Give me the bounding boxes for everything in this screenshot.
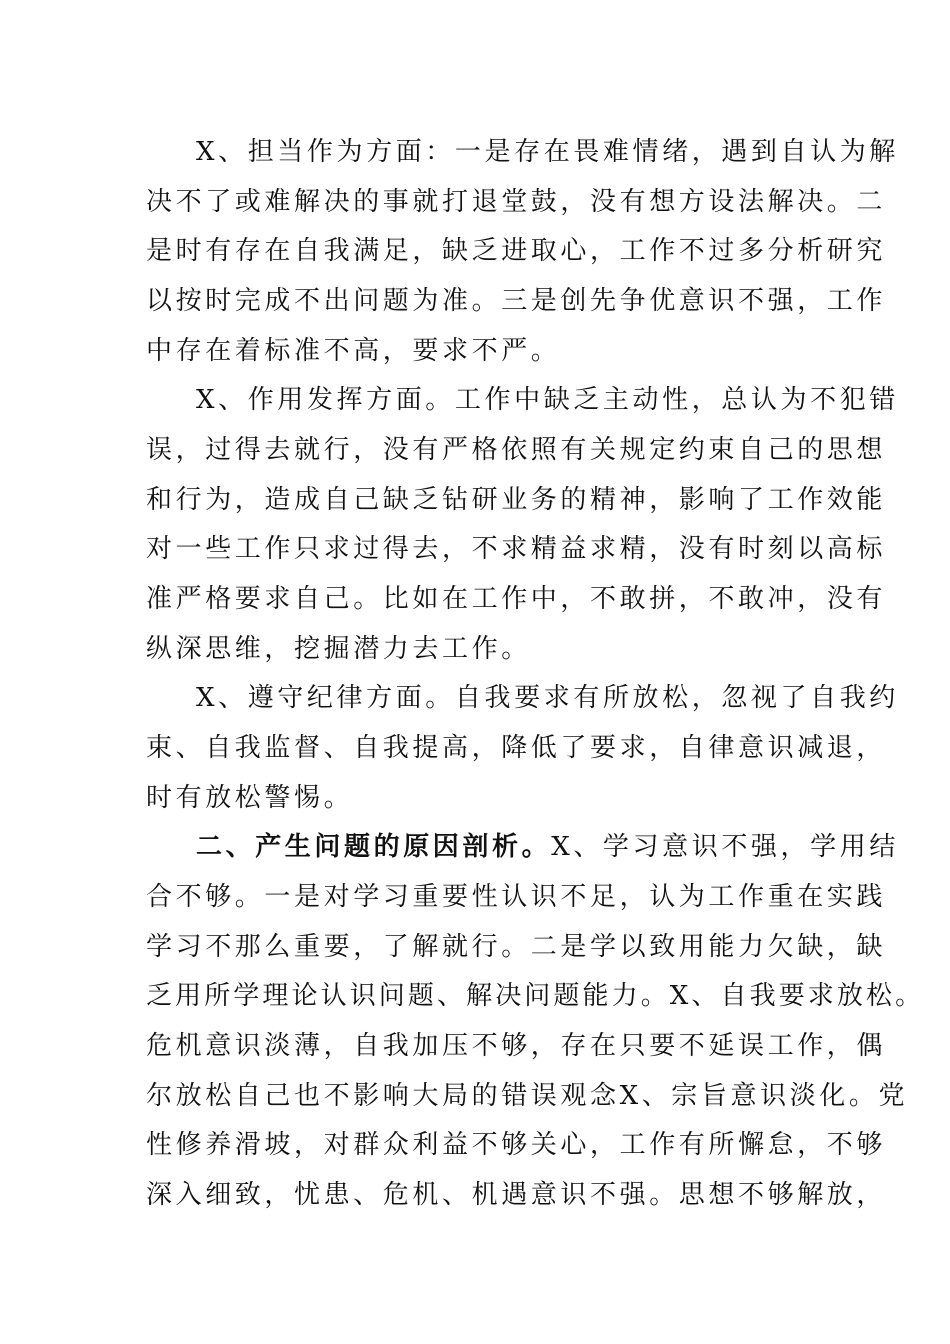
text-line: 纵深思维，挖掘潜力去工作。 <box>146 634 531 664</box>
text-line: 乏用所学理论认识问题、解决问题能力。X、自我要求放松。 <box>146 981 925 1011</box>
text-line: 时有放松警惕。 <box>146 783 354 813</box>
section-heading: 二、产生问题的原因剖析。 <box>196 832 552 862</box>
text-line: X、遵守纪律方面。自我要求有所放松，忽视了自我约 <box>196 683 899 713</box>
text-line: 对一些工作只求过得去，不求精益求精，没有时刻以高标 <box>146 534 887 564</box>
text-line: 和行为，造成自己缺乏钻研业务的精神，影响了工作效能 <box>146 485 887 515</box>
text-line: 危机意识淡薄，自我加压不够，存在只要不延误工作，偶 <box>146 1031 887 1061</box>
text-line: 学习不那么重要，了解就行。二是学以致用能力欠缺，缺 <box>146 932 887 962</box>
section-heading-line <box>196 827 899 867</box>
text-run: X、学习意识不强，学用结 <box>551 832 899 862</box>
text-line: X、担当作为方面：一是存在畏难情绪，遇到自认为解 <box>196 137 899 167</box>
text-line: 准严格要求自己。比如在工作中，不敢拼，不敢冲，没有 <box>146 584 887 614</box>
text-line: 误，过得去就行，没有严格依照有关规定约束自己的思想 <box>146 435 887 465</box>
text-line: 决不了或难解决的事就打退堂鼓，没有想方设法解决。二 <box>146 187 887 217</box>
text-line: 合不够。一是对学习重要性认识不足，认为工作重在实践 <box>146 882 887 912</box>
text-line: 以按时完成不出问题为准。三是创先争优意识不强，工作 <box>146 286 887 316</box>
text-line: 深入细致，忧患、危机、机遇意识不强。思想不够解放， <box>146 1180 887 1210</box>
text-line: 尔放松自己也不影响大局的错误观念X、宗旨意识淡化。党 <box>146 1081 909 1111</box>
text-line: 束、自我监督、自我提高，降低了要求，自律意识减退， <box>146 733 887 763</box>
text-line: 性修养滑坡，对群众利益不够关心，工作有所懈怠，不够 <box>146 1130 887 1160</box>
text-line: X、作用发挥方面。工作中缺乏主动性，总认为不犯错 <box>196 385 899 415</box>
text-line: 中存在着标准不高，要求不严。 <box>146 336 561 366</box>
text-line: 是时有存在自我满足，缺乏进取心，工作不过多分析研究 <box>146 236 887 266</box>
